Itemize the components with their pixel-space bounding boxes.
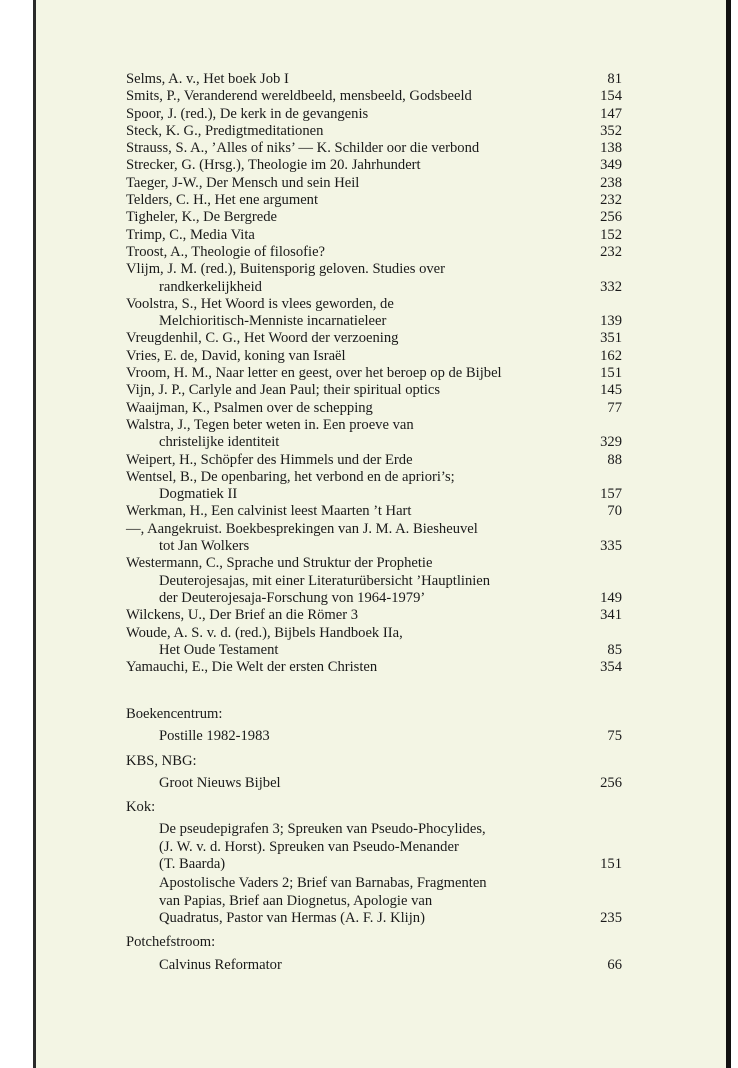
entry-text: Vijn, J. P., Carlyle and Jean Paul; their spiritual optics (126, 382, 441, 399)
entry-continuation: der Deuterojesaja-Forschung von 1964-1979’ (159, 589, 426, 606)
page-number: 256 (600, 774, 622, 791)
page-number: 151 (600, 856, 622, 873)
entry-continuation: Dogmatiek II (159, 486, 238, 503)
page-left-edge (33, 0, 36, 1068)
index-entry (126, 452, 622, 469)
entry-text: Spoor, J. (red.), De kerk in de gevangenis (126, 105, 369, 122)
entry-text: Groot Nieuws Bijbel (159, 774, 281, 791)
index-entry (126, 625, 622, 660)
index-entry (126, 192, 622, 209)
entry-text: Strauss, S. A., ’Alles of niks’ — K. Schilder oor die verbond (126, 140, 480, 157)
publisher-item (126, 775, 622, 792)
page-number: 354 (600, 659, 622, 676)
page-number: 147 (600, 105, 622, 122)
index-entry (126, 157, 622, 174)
page-number: 152 (600, 226, 622, 243)
index-entry (126, 400, 622, 417)
entry-text: Waaijman, K., Psalmen over de schepping (126, 399, 373, 416)
entry-text: Steck, K. G., Predigtmeditationen (126, 122, 324, 139)
publisher-item (126, 821, 622, 873)
page-number: 256 (600, 209, 622, 226)
entry-continuation: Quadratus, Pastor van Hermas (A. F. J. Klijn) (159, 909, 425, 926)
page-number: 145 (600, 382, 622, 399)
entry-text: Weipert, H., Schöpfer des Himmels und der Erde (126, 451, 413, 468)
publisher-block (126, 706, 622, 746)
publisher-item (126, 728, 622, 745)
page-number: 351 (600, 330, 622, 347)
entry-continuation: Deuterojesajas, mit einer Literaturübersicht ’Hauptlinien (159, 572, 491, 589)
entry-continuation: van Papias, Brief aan Diognetus, Apologie van (159, 892, 433, 909)
entry-continuation: christelijke identiteit (159, 434, 280, 451)
index-entry (126, 175, 622, 192)
page-number: 341 (600, 607, 622, 624)
index-entry (126, 365, 622, 382)
page-number: 162 (600, 347, 622, 364)
entry-continuation: tot Jan Wolkers (159, 538, 250, 555)
entry-text: Vreugdenhil, C. G., Het Woord der verzoening (126, 330, 399, 347)
publisher-name: KBS, NBG: (126, 752, 197, 769)
publisher-item (126, 957, 622, 974)
page-number: 238 (600, 174, 622, 191)
entry-text: Tigheler, K., De Bergrede (126, 209, 277, 226)
page-number: 81 (607, 71, 622, 87)
index-entry (126, 659, 622, 676)
page-number: 70 (607, 503, 622, 520)
entry-continuation: (T. Baarda) (159, 856, 226, 873)
page-number: 88 (607, 451, 622, 468)
entry-text: Woude, A. S. v. d. (red.), Bijbels Handboek IIa, (126, 624, 403, 641)
entry-text: Strecker, G. (Hrsg.), Theologie im 20. Jahrhundert (126, 157, 421, 174)
entry-text: Selms, A. v., Het boek Job I (126, 71, 289, 87)
page-number: 232 (600, 243, 622, 260)
entry-continuation: Melchioritisch-Menniste incarnatieleer (159, 313, 387, 330)
entry-text: Troost, A., Theologie of filosofie? (126, 243, 326, 260)
index-entry (126, 123, 622, 140)
page-number: 352 (600, 122, 622, 139)
entry-text: De pseudepigrafen 3; Spreuken van Pseudo-Phocylides, (159, 821, 486, 838)
page-number: 75 (607, 728, 622, 745)
entry-text: Wentsel, B., De openbaring, het verbond en de apriori’s; (126, 468, 455, 485)
publisher-name: Potchefstroom: (126, 934, 216, 951)
entry-text: Vroom, H. M., Naar letter en geest, over het beroep op de Bijbel (126, 365, 502, 382)
page-number: 85 (607, 641, 622, 658)
page-number: 157 (600, 486, 622, 503)
book-index-list (126, 71, 622, 676)
index-entry (126, 503, 622, 520)
index-entry (126, 521, 622, 556)
publisher-name: Kok: (126, 799, 156, 816)
entry-text: Vlijm, J. M. (red.), Buitensporig geloven. Studies over (126, 261, 445, 278)
page-right-edge (726, 0, 731, 1068)
page-number: 335 (600, 538, 622, 555)
index-entry (126, 88, 622, 105)
entry-continuation: (J. W. v. d. Horst). Spreuken van Pseudo-Menander (159, 838, 459, 855)
entry-text: Taeger, J-W., Der Mensch und sein Heil (126, 174, 360, 191)
entry-text: —, Aangekruist. Boekbesprekingen van J. M. A. Biesheuvel (126, 520, 478, 537)
entry-text: Vries, E. de, David, koning van Israël (126, 347, 346, 364)
entry-text: Yamauchi, E., Die Welt der ersten Christen (126, 659, 378, 676)
index-entry (126, 330, 622, 347)
index-entry (126, 261, 622, 296)
index-entry (126, 555, 622, 607)
publisher-list (126, 706, 622, 981)
entry-text: Postille 1982-1983 (159, 728, 270, 745)
entry-text: Telders, C. H., Het ene argument (126, 192, 319, 209)
entry-text: Wilckens, U., Der Brief an die Römer 3 (126, 607, 359, 624)
entry-text: Walstra, J., Tegen beter weten in. Een proeve van (126, 416, 414, 433)
index-entry (126, 244, 622, 261)
index-entry (126, 607, 622, 624)
index-entry (126, 209, 622, 226)
page-number: 349 (600, 157, 622, 174)
index-entry (126, 140, 622, 157)
entry-text: Voolstra, S., Het Woord is vlees geworden, de (126, 295, 394, 312)
page-number: 138 (600, 140, 622, 157)
entry-text: Smits, P., Veranderend wereldbeeld, mensbeeld, Godsbeeld (126, 88, 472, 105)
entry-text: Trimp, C., Media Vita (126, 226, 255, 243)
page-number: 139 (600, 313, 622, 330)
publisher-name: Boekencentrum: (126, 706, 223, 722)
index-entry (126, 106, 622, 123)
index-entry (126, 227, 622, 244)
index-entry (126, 348, 622, 365)
page-number: 154 (600, 88, 622, 105)
page-number: 332 (600, 278, 622, 295)
page-number: 66 (607, 956, 622, 973)
entry-text: Calvinus Reformator (159, 956, 282, 973)
index-entry (126, 296, 622, 331)
page-number: 235 (600, 909, 622, 926)
page-number: 329 (600, 434, 622, 451)
page-number: 149 (600, 589, 622, 606)
index-entry (126, 469, 622, 504)
index-entry (126, 382, 622, 399)
index-entry (126, 71, 622, 88)
entry-continuation: Het Oude Testament (159, 641, 279, 658)
page-number: 77 (607, 399, 622, 416)
publisher-block (126, 799, 622, 927)
entry-text: Apostolische Vaders 2; Brief van Barnabas, Fragmenten (159, 875, 487, 892)
entry-text: Westermann, C., Sprache und Struktur der Prophetie (126, 555, 433, 572)
entry-continuation: randkerkelijkheid (159, 278, 262, 295)
publisher-item (126, 875, 622, 927)
page-number: 232 (600, 192, 622, 209)
publisher-block (126, 753, 622, 793)
publisher-block (126, 934, 622, 974)
page-number: 151 (600, 365, 622, 382)
entry-text: Werkman, H., Een calvinist leest Maarten ’t Hart (126, 503, 412, 520)
index-entry (126, 417, 622, 452)
